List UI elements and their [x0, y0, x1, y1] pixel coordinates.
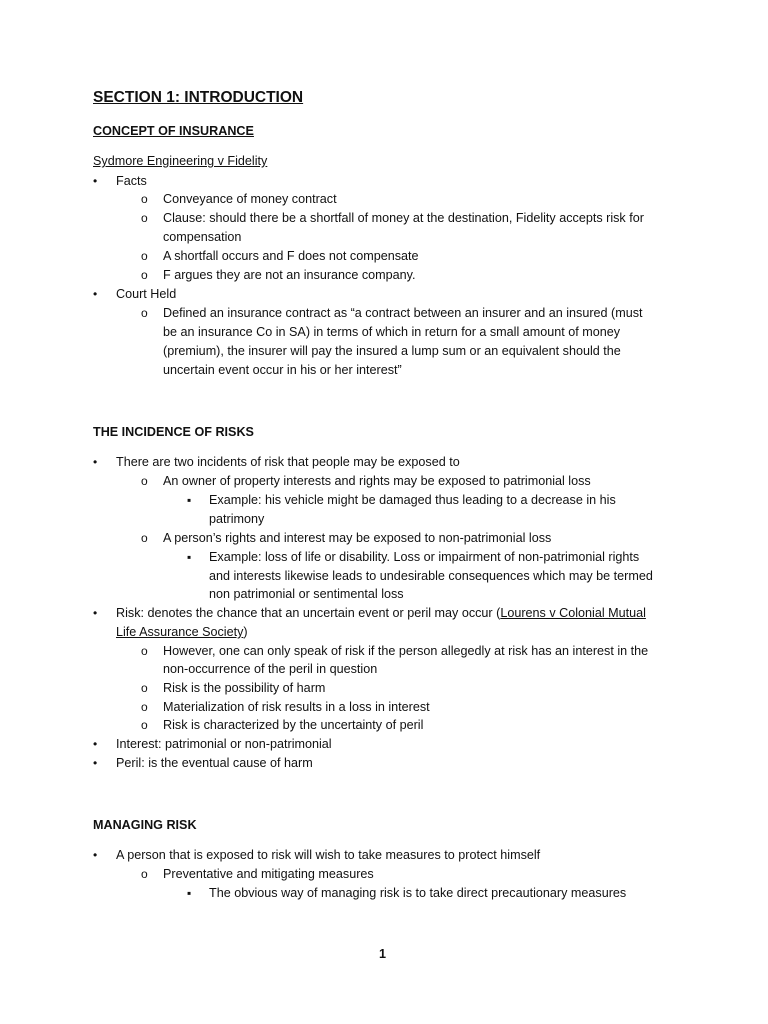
risk-sub-item: Risk is characterized by the uncertainty of peril — [163, 718, 424, 732]
risk-prefix: Risk: denotes the chance that an uncertain event or peril may occur ( — [116, 606, 501, 620]
risk-suffix: ) — [243, 625, 248, 639]
fact-item: F argues they are not an insurance company. — [163, 268, 416, 282]
bullet-icon: • — [93, 606, 98, 620]
section-title: SECTION 1: INTRODUCTION — [93, 89, 304, 106]
circle-bullet-icon: o — [141, 249, 148, 263]
managing-heading: MANAGING RISK — [93, 818, 197, 832]
bullet-icon: • — [93, 287, 98, 301]
managing-sub: Preventative and mitigating measures — [163, 867, 374, 881]
person-example-cont: non patrimonial or sentimental loss — [209, 587, 404, 601]
circle-bullet-icon: o — [141, 211, 148, 225]
managing-subsub: The obvious way of managing risk is to take direct precautionary measures — [209, 886, 627, 900]
circle-bullet-icon: o — [141, 867, 148, 881]
owner-example: Example: his vehicle might be damaged thus leading to a decrease in his — [209, 493, 616, 507]
person-example-cont: and interests likewise leads to undesirable consequences which may be termed — [209, 569, 653, 583]
held-line: be an insurance Co in SA) in terms of which in return for a small amount of money — [163, 325, 621, 339]
square-bullet-icon: ▪ — [187, 886, 192, 900]
circle-bullet-icon: o — [141, 644, 148, 658]
risk-case-link: Lourens v Colonial Mutual — [500, 606, 646, 620]
fact-item: Conveyance of money contract — [163, 192, 337, 206]
managing-intro: A person that is exposed to risk will wish to take measures to protect himself — [116, 848, 541, 862]
fact-item-cont: compensation — [163, 230, 242, 244]
held-label: Court Held — [116, 287, 177, 301]
circle-bullet-icon: o — [141, 681, 148, 695]
owner-example-cont: patrimony — [209, 512, 265, 526]
square-bullet-icon: ▪ — [187, 493, 192, 507]
incidence-heading: THE INCIDENCE OF RISKS — [93, 425, 254, 439]
risk-sub-item: Materialization of risk results in a loss in interest — [163, 700, 430, 714]
circle-bullet-icon: o — [141, 700, 148, 714]
person-item: A person’s rights and interest may be exposed to non-patrimonial loss — [163, 531, 552, 545]
risk-case-link-cont: Life Assurance Society — [116, 625, 244, 639]
bullet-icon: • — [93, 848, 98, 862]
person-example: Example: loss of life or disability. Loss or impairment of non-patrimonial rights — [209, 550, 640, 564]
fact-item: A shortfall occurs and F does not compensate — [163, 249, 419, 263]
bullet-icon: • — [93, 174, 98, 188]
risk-sub-item: Risk is the possibility of harm — [163, 681, 326, 695]
bullet-icon: • — [93, 455, 98, 469]
held-line: Defined an insurance contract as “a contract between an insurer and an insured (must — [163, 306, 643, 320]
bullet-icon: • — [93, 756, 98, 770]
risk-sub-item: However, one can only speak of risk if the person allegedly at risk has an interest in the — [163, 644, 649, 658]
circle-bullet-icon: o — [141, 531, 148, 545]
circle-bullet-icon: o — [141, 268, 148, 282]
page-number: 1 — [379, 947, 387, 961]
circle-bullet-icon: o — [141, 474, 148, 488]
fact-item: Clause: should there be a shortfall of money at the destination, Fidelity accepts risk for — [163, 211, 644, 225]
bullet-icon: • — [93, 737, 98, 751]
interest-item: Interest: patrimonial or non-patrimonial — [116, 737, 332, 751]
square-bullet-icon: ▪ — [187, 550, 192, 564]
peril-item: Peril: is the eventual cause of harm — [116, 756, 313, 770]
incidence-intro: There are two incidents of risk that people may be exposed to — [116, 455, 460, 469]
concept-heading: CONCEPT OF INSURANCE — [93, 124, 254, 138]
held-line: (premium), the insurer will pay the insured a lump sum or an equivalent should the — [163, 344, 621, 358]
held-line: uncertain event occur in his or her interest” — [163, 363, 402, 377]
circle-bullet-icon: o — [141, 192, 148, 206]
circle-bullet-icon: o — [141, 306, 148, 320]
case-name: Sydmore Engineering v Fidelity — [93, 154, 268, 168]
risk-definition-cont — [116, 623, 248, 642]
risk-definition — [116, 604, 646, 623]
risk-sub-item-cont: non-occurrence of the peril in question — [163, 662, 378, 676]
circle-bullet-icon: o — [141, 718, 148, 732]
facts-label: Facts — [116, 174, 147, 188]
owner-item: An owner of property interests and rights may be exposed to patrimonial loss — [163, 474, 591, 488]
